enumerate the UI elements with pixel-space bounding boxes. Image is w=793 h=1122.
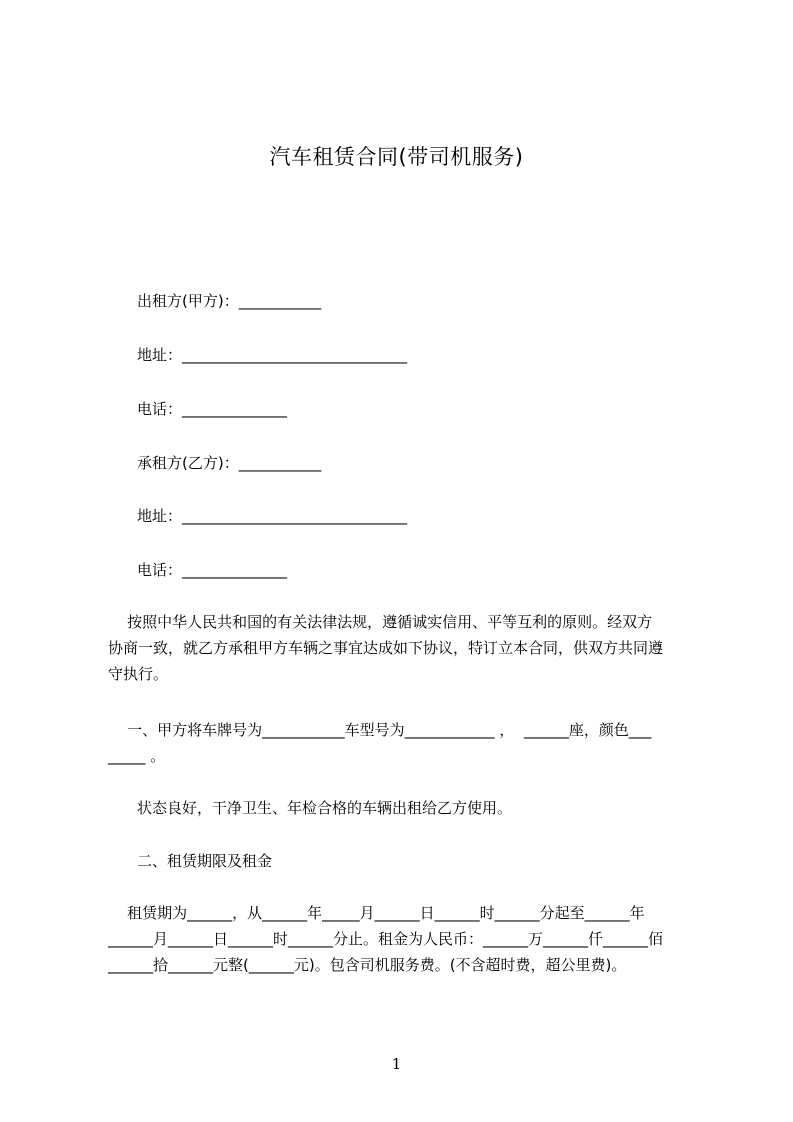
lessor-name-line: 出租方(甲方)：___________ <box>137 292 322 310</box>
lessee-name-line: 承租方(乙方)：___________ <box>137 454 322 472</box>
intro-paragraph: 按照中华人民共和国的有关法律法规，遵循诚实信用、平等互利的原则。经双方 协商一致，就乙方承租甲方车辆之事宜达成如下协议，特订立本合同，供双方共同遵 守执行。 <box>108 613 664 683</box>
lessee-phone-line: 电话：______________ <box>137 561 288 579</box>
vehicle-condition-line: 状态良好，干净卫生、年检合格的车辆出租给乙方使用。 <box>137 799 513 817</box>
clause-one-paragraph: 一、甲方将车牌号为___________车型号为____________ ， ______座，颜色___ _____ 。 <box>108 721 652 765</box>
lessor-phone-line: 电话：______________ <box>137 400 288 418</box>
clause-two-paragraph: 租赁期为______，从______年_____月______日______时______分起至______年 ______月______日______时______分止。租金为人民币：______万______仟______佰 ______拾______元整(______元)。包含司机服务费。(不含超时费，超公里费)。 <box>108 904 664 974</box>
lessor-address-line: 地址：______________________________ <box>137 346 408 364</box>
clause-two-heading: 二、租赁期限及租金 <box>137 852 273 870</box>
lessee-address-line: 地址：______________________________ <box>137 507 408 525</box>
document-title: 汽车租赁合同(带司机服务) <box>269 145 524 169</box>
page-number: 1 <box>391 1055 402 1073</box>
